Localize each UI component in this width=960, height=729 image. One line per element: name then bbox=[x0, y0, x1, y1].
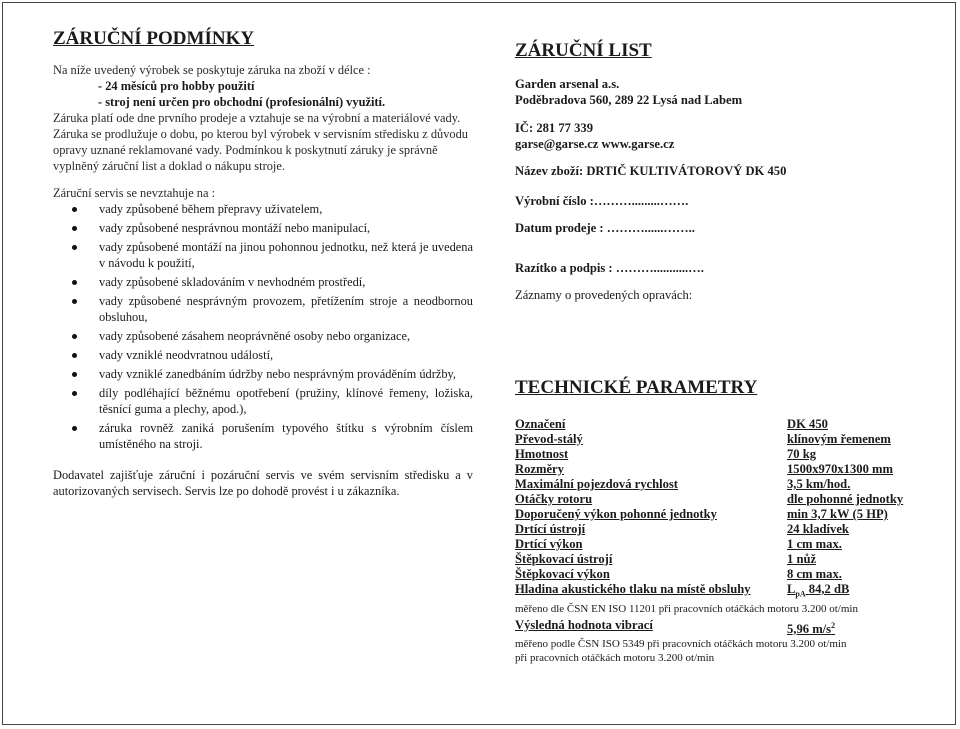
company-name: Garden arsenal a.s. bbox=[515, 77, 620, 91]
bullet-icon bbox=[72, 426, 77, 431]
condition-hobby: - 24 měsíců pro hobby použití bbox=[98, 79, 255, 93]
warranty-card-title: ZÁRUČNÍ LIST bbox=[515, 40, 652, 61]
parameters-table bbox=[515, 417, 920, 602]
table-row: Hmotnost 70 kg bbox=[515, 447, 817, 461]
service-closing: Dodavatel zajišťuje záruční i pozáruční servis ve svém servisním středisku a v autorizovaných servisech. Servis lze po dohodě provést i u zákazníka. bbox=[53, 468, 473, 498]
list-item: díly podléhající běžnému opotřebení (pružiny, klínové řemeny, ložiska, těsnící guma a plechy, apod.), bbox=[53, 385, 473, 417]
bullet-icon bbox=[72, 280, 77, 285]
bullet-icon bbox=[72, 391, 77, 396]
table-row: Štěpkovací výkon 8 cm max. bbox=[515, 567, 842, 581]
sale-date-field: Datum prodeje : ………......…….. bbox=[515, 221, 695, 235]
stamp-signature-field: Razítko a podpis : ………...........…. bbox=[515, 261, 704, 275]
bullet-icon bbox=[72, 334, 77, 339]
list-item: vady způsobené nesprávným provozem, přetížením stroje a neodbornou obsluhou, bbox=[53, 293, 473, 325]
list-item: vady vzniklé neodvratnou událostí, bbox=[53, 347, 473, 363]
bullet-icon bbox=[72, 207, 77, 212]
warranty-conditions bbox=[53, 28, 473, 499]
bullet-icon bbox=[72, 353, 77, 358]
table-row: Drtící výkon 1 cm max. bbox=[515, 537, 842, 551]
warranty-intro: Na níže uvedený výrobek se poskytuje záruka na zboží v délce : bbox=[53, 63, 371, 77]
bullet-icon bbox=[72, 372, 77, 377]
exclusions-list bbox=[53, 201, 473, 452]
table-row: Maximální pojezdová rychlost 3,5 km/hod. bbox=[515, 477, 851, 491]
technical-parameters-title: TECHNICKÉ PARAMETRY bbox=[515, 377, 758, 398]
bullet-icon bbox=[72, 245, 77, 250]
warranty-validity: Záruka platí ode dne prvního prodeje a vztahuje se na výrobní a materiálové vady. bbox=[53, 111, 461, 125]
table-row: Otáčky rotoru dle pohonné jednotky bbox=[515, 492, 904, 506]
company-contacts: garse@garse.cz www.garse.cz bbox=[515, 137, 675, 151]
bullet-icon bbox=[72, 299, 77, 304]
vibration-measurement-note: měřeno podle ČSN ISO 5349 při pracovních otáčkách motoru 3.200 ot/min bbox=[515, 637, 847, 650]
table-row: Označení DK 450 bbox=[515, 417, 828, 431]
list-item: vady způsobené montáží na jinou pohonnou jednotku, než která je uvedena v návodu k použití, bbox=[53, 239, 473, 271]
warranty-card bbox=[515, 40, 935, 665]
noise-measurement-note: měřeno dle ČSN EN ISO 11201 při pracovních otáčkách motoru 3.200 ot/min bbox=[515, 602, 858, 615]
serial-number-field: Výrobní číslo :……….........……. bbox=[515, 194, 689, 208]
list-item: záruka rovněž zaniká porušením typového štítku s výrobním číslem umístěného na stroji. bbox=[53, 420, 473, 452]
company-address: Poděbradova 560, 289 22 Lysá nad Labem bbox=[515, 93, 743, 107]
table-row: Převod-stálý klínovým řemenem bbox=[515, 432, 891, 446]
warranty-extension: Záruka se prodlužuje o dobu, po kterou byl výrobek v servisním středisku z důvodu opravy uznané reklamované vady. Podmínkou k poskytnutí záruky je správně vyplněný záruční list a doklad o nákupu stroje. bbox=[53, 127, 469, 173]
list-item: vady způsobené skladováním v nevhodném prostředí, bbox=[53, 274, 473, 290]
exclusions-heading: Záruční servis se nevztahuje na : bbox=[53, 186, 216, 200]
list-item: vady způsobené během přepravy uživatelem, bbox=[53, 201, 473, 217]
table-row: Rozměry 1500x970x1300 mm bbox=[515, 462, 893, 476]
company-id: IČ: 281 77 339 bbox=[515, 121, 594, 135]
product-name: Název zboží: DRTIČ KULTIVÁTOROVÝ DK 450 bbox=[515, 164, 787, 178]
vibration-rpm-note: při pracovních otáčkách motoru 3.200 ot/min bbox=[515, 651, 715, 664]
table-row: Štěpkovací ústrojí 1 nůž bbox=[515, 552, 817, 566]
condition-commercial: - stroj není určen pro obchodní (profesionální) využití. bbox=[98, 95, 386, 109]
vibration-table bbox=[515, 618, 920, 637]
list-item: vady vzniklé zanedbáním údržby nebo nesprávným prováděním údržby, bbox=[53, 366, 473, 382]
list-item: vady způsobené nesprávnou montáží nebo manipulací, bbox=[53, 220, 473, 236]
bullet-icon bbox=[72, 226, 77, 231]
warranty-conditions-title: ZÁRUČNÍ PODMÍNKY bbox=[53, 28, 255, 49]
table-row: Drtící ústrojí 24 kladívek bbox=[515, 522, 849, 536]
noise-row: Hladina akustického tlaku na místě obsluhy $L_{pA}$ 84,2 dB bbox=[515, 582, 850, 599]
vibration-row: Výsledná hodnota vibrací 5,96 $m/s^2$ bbox=[515, 617, 836, 636]
repair-records: Záznamy o provedených opravách: bbox=[515, 288, 693, 302]
list-item: vady způsobené zásahem neoprávněné osoby nebo organizace, bbox=[53, 328, 473, 344]
table-row: Doporučený výkon pohonné jednotky min 3,7 kW (5 HP) bbox=[515, 507, 888, 521]
